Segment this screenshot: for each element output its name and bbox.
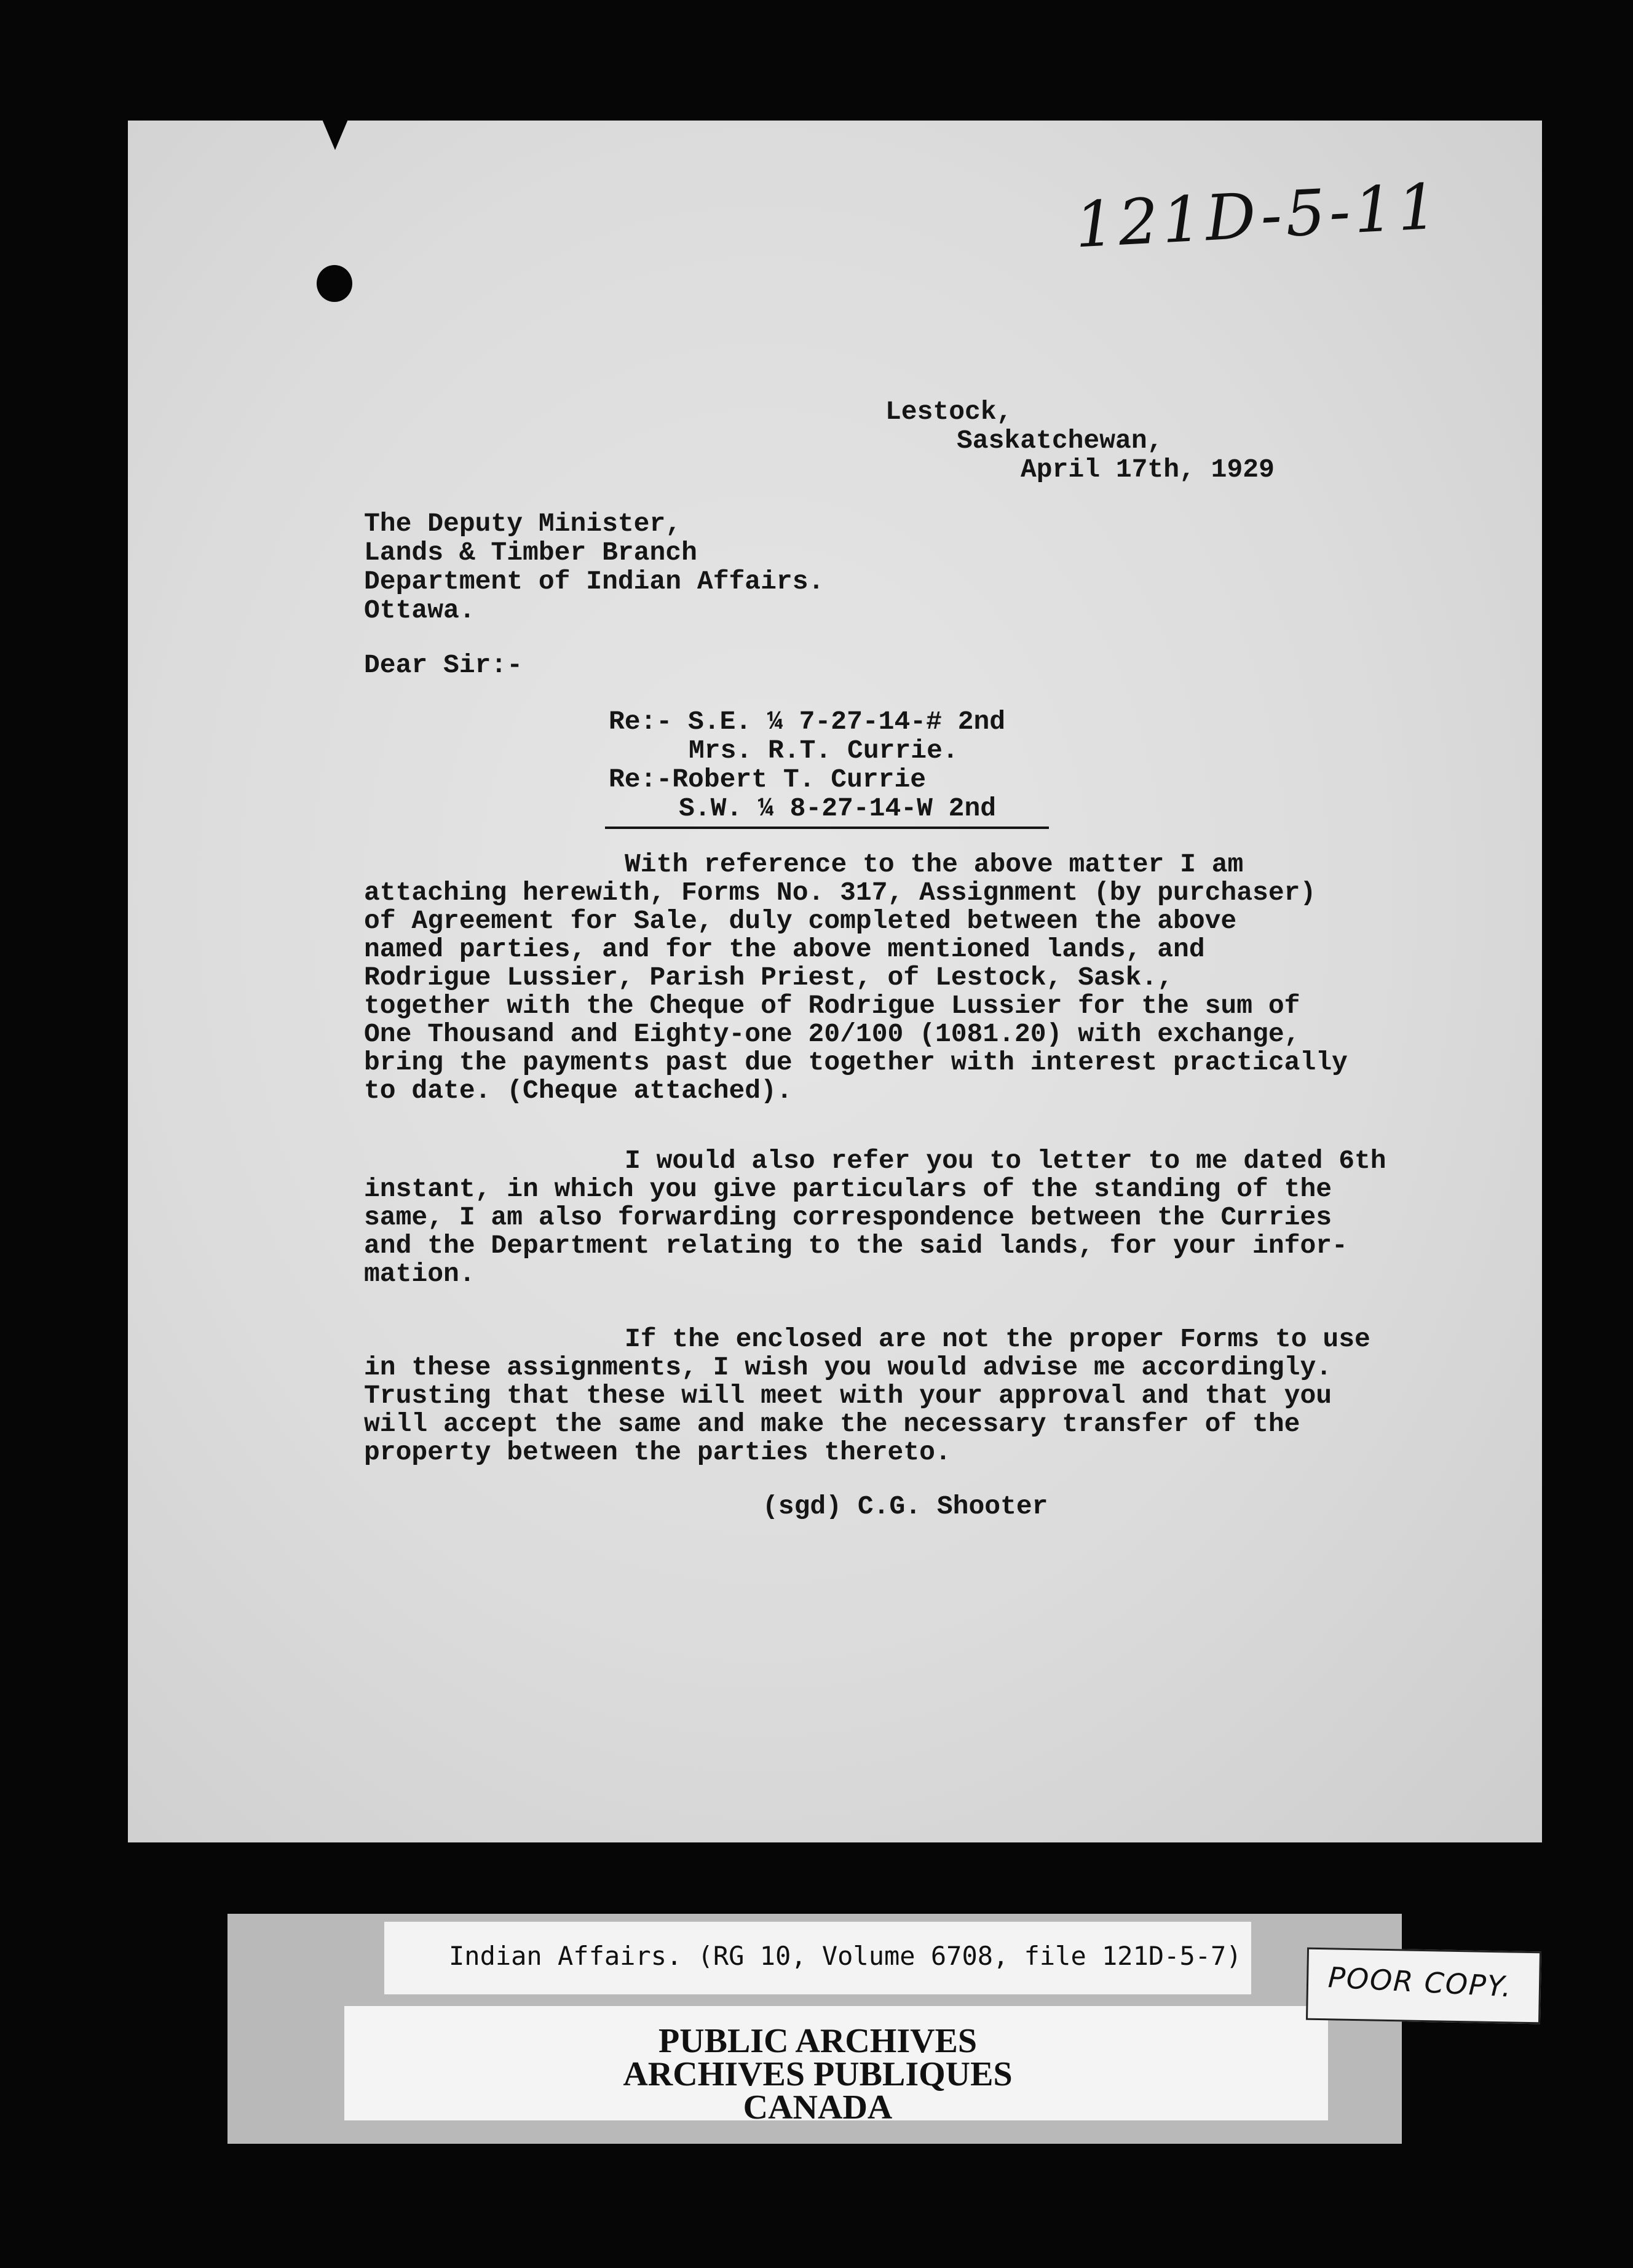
paragraph2-line-5: mation. xyxy=(364,1259,475,1289)
recipient-line-3: Department of Indian Affairs. xyxy=(364,566,824,597)
paragraph3-line-2: in these assignments, I wish you would advise me accordingly. xyxy=(364,1352,1332,1382)
handwritten-file-number: 121D-5-11 xyxy=(1073,170,1443,263)
re-line-4: S.W. ¼ 8-27-14-W 2nd xyxy=(679,793,997,823)
punch-hole xyxy=(317,265,352,302)
paragraph2-line-3: same, I am also forwarding correspondence between the Curries xyxy=(364,1202,1332,1232)
paragraph3-line-5: property between the parties thereto. xyxy=(364,1437,951,1467)
place-line-1: Lestock, xyxy=(885,397,1013,427)
archive-name-french: ARCHIVES PUBLIQUES xyxy=(623,2055,1013,2093)
page-notch xyxy=(322,121,349,150)
recipient-line-1: The Deputy Minister, xyxy=(364,509,682,539)
paragraph3-line-4: will accept the same and make the necessary transfer of the xyxy=(364,1409,1300,1439)
paragraph2-line-4: and the Department relating to the said lands, for your infor- xyxy=(364,1231,1348,1261)
poor-copy-text: POOR COPY. xyxy=(1327,1961,1513,2004)
letter-page xyxy=(128,121,1542,1842)
paragraph2-line-1: I would also refer you to letter to me dated 6th xyxy=(625,1146,1386,1176)
archive-name-english: PUBLIC ARCHIVES xyxy=(658,2022,978,2060)
signature: (sgd) C.G. Shooter xyxy=(762,1491,1048,1521)
paragraph1-line-4: named parties, and for the above mentioned lands, and xyxy=(364,934,1205,964)
paragraph1-line-2: attaching herewith, Forms No. 317, Assignment (by purchaser) xyxy=(364,878,1316,908)
re-line-2: Mrs. R.T. Currie. xyxy=(689,736,959,766)
paragraph1-line-8: bring the payments past due together with interest practically xyxy=(364,1047,1348,1077)
paragraph2-line-2: instant, in which you give particulars of the standing of the xyxy=(364,1174,1332,1204)
paragraph1-line-6: together with the Cheque of Rodrigue Lussier for the sum of xyxy=(364,991,1300,1021)
paragraph3-line-3: Trusting that these will meet with your approval and that you xyxy=(364,1381,1332,1411)
paragraph1-line-5: Rodrigue Lussier, Parish Priest, of Lestock, Sask., xyxy=(364,962,1174,993)
re-underline xyxy=(605,827,1049,829)
recipient-line-4: Ottawa. xyxy=(364,595,475,625)
archive-source-reference: Indian Affairs. (RG 10, Volume 6708, file 121D-5-7) xyxy=(449,1941,1242,1971)
paragraph1-line-7: One Thousand and Eighty-one 20/100 (1081.20) with exchange, xyxy=(364,1019,1300,1049)
place-line-2: Saskatchewan, xyxy=(957,426,1163,456)
salutation: Dear Sir:- xyxy=(364,650,523,680)
paragraph1-line-1: With reference to the above matter I am xyxy=(625,849,1244,879)
re-line-3: Re:-Robert T. Currie xyxy=(609,764,927,795)
paragraph3-line-1: If the enclosed are not the proper Forms to use xyxy=(625,1324,1370,1354)
paragraph1-line-3: of Agreement for Sale, duly completed between the above xyxy=(364,906,1237,936)
paragraph1-line-9: to date. (Cheque attached). xyxy=(364,1076,793,1106)
archive-country: CANADA xyxy=(743,2088,893,2127)
re-line-1: Re:- S.E. ¼ 7-27-14-# 2nd xyxy=(609,707,1006,737)
letter-date: April 17th, 1929 xyxy=(1021,454,1275,485)
recipient-line-2: Lands & Timber Branch xyxy=(364,537,697,568)
